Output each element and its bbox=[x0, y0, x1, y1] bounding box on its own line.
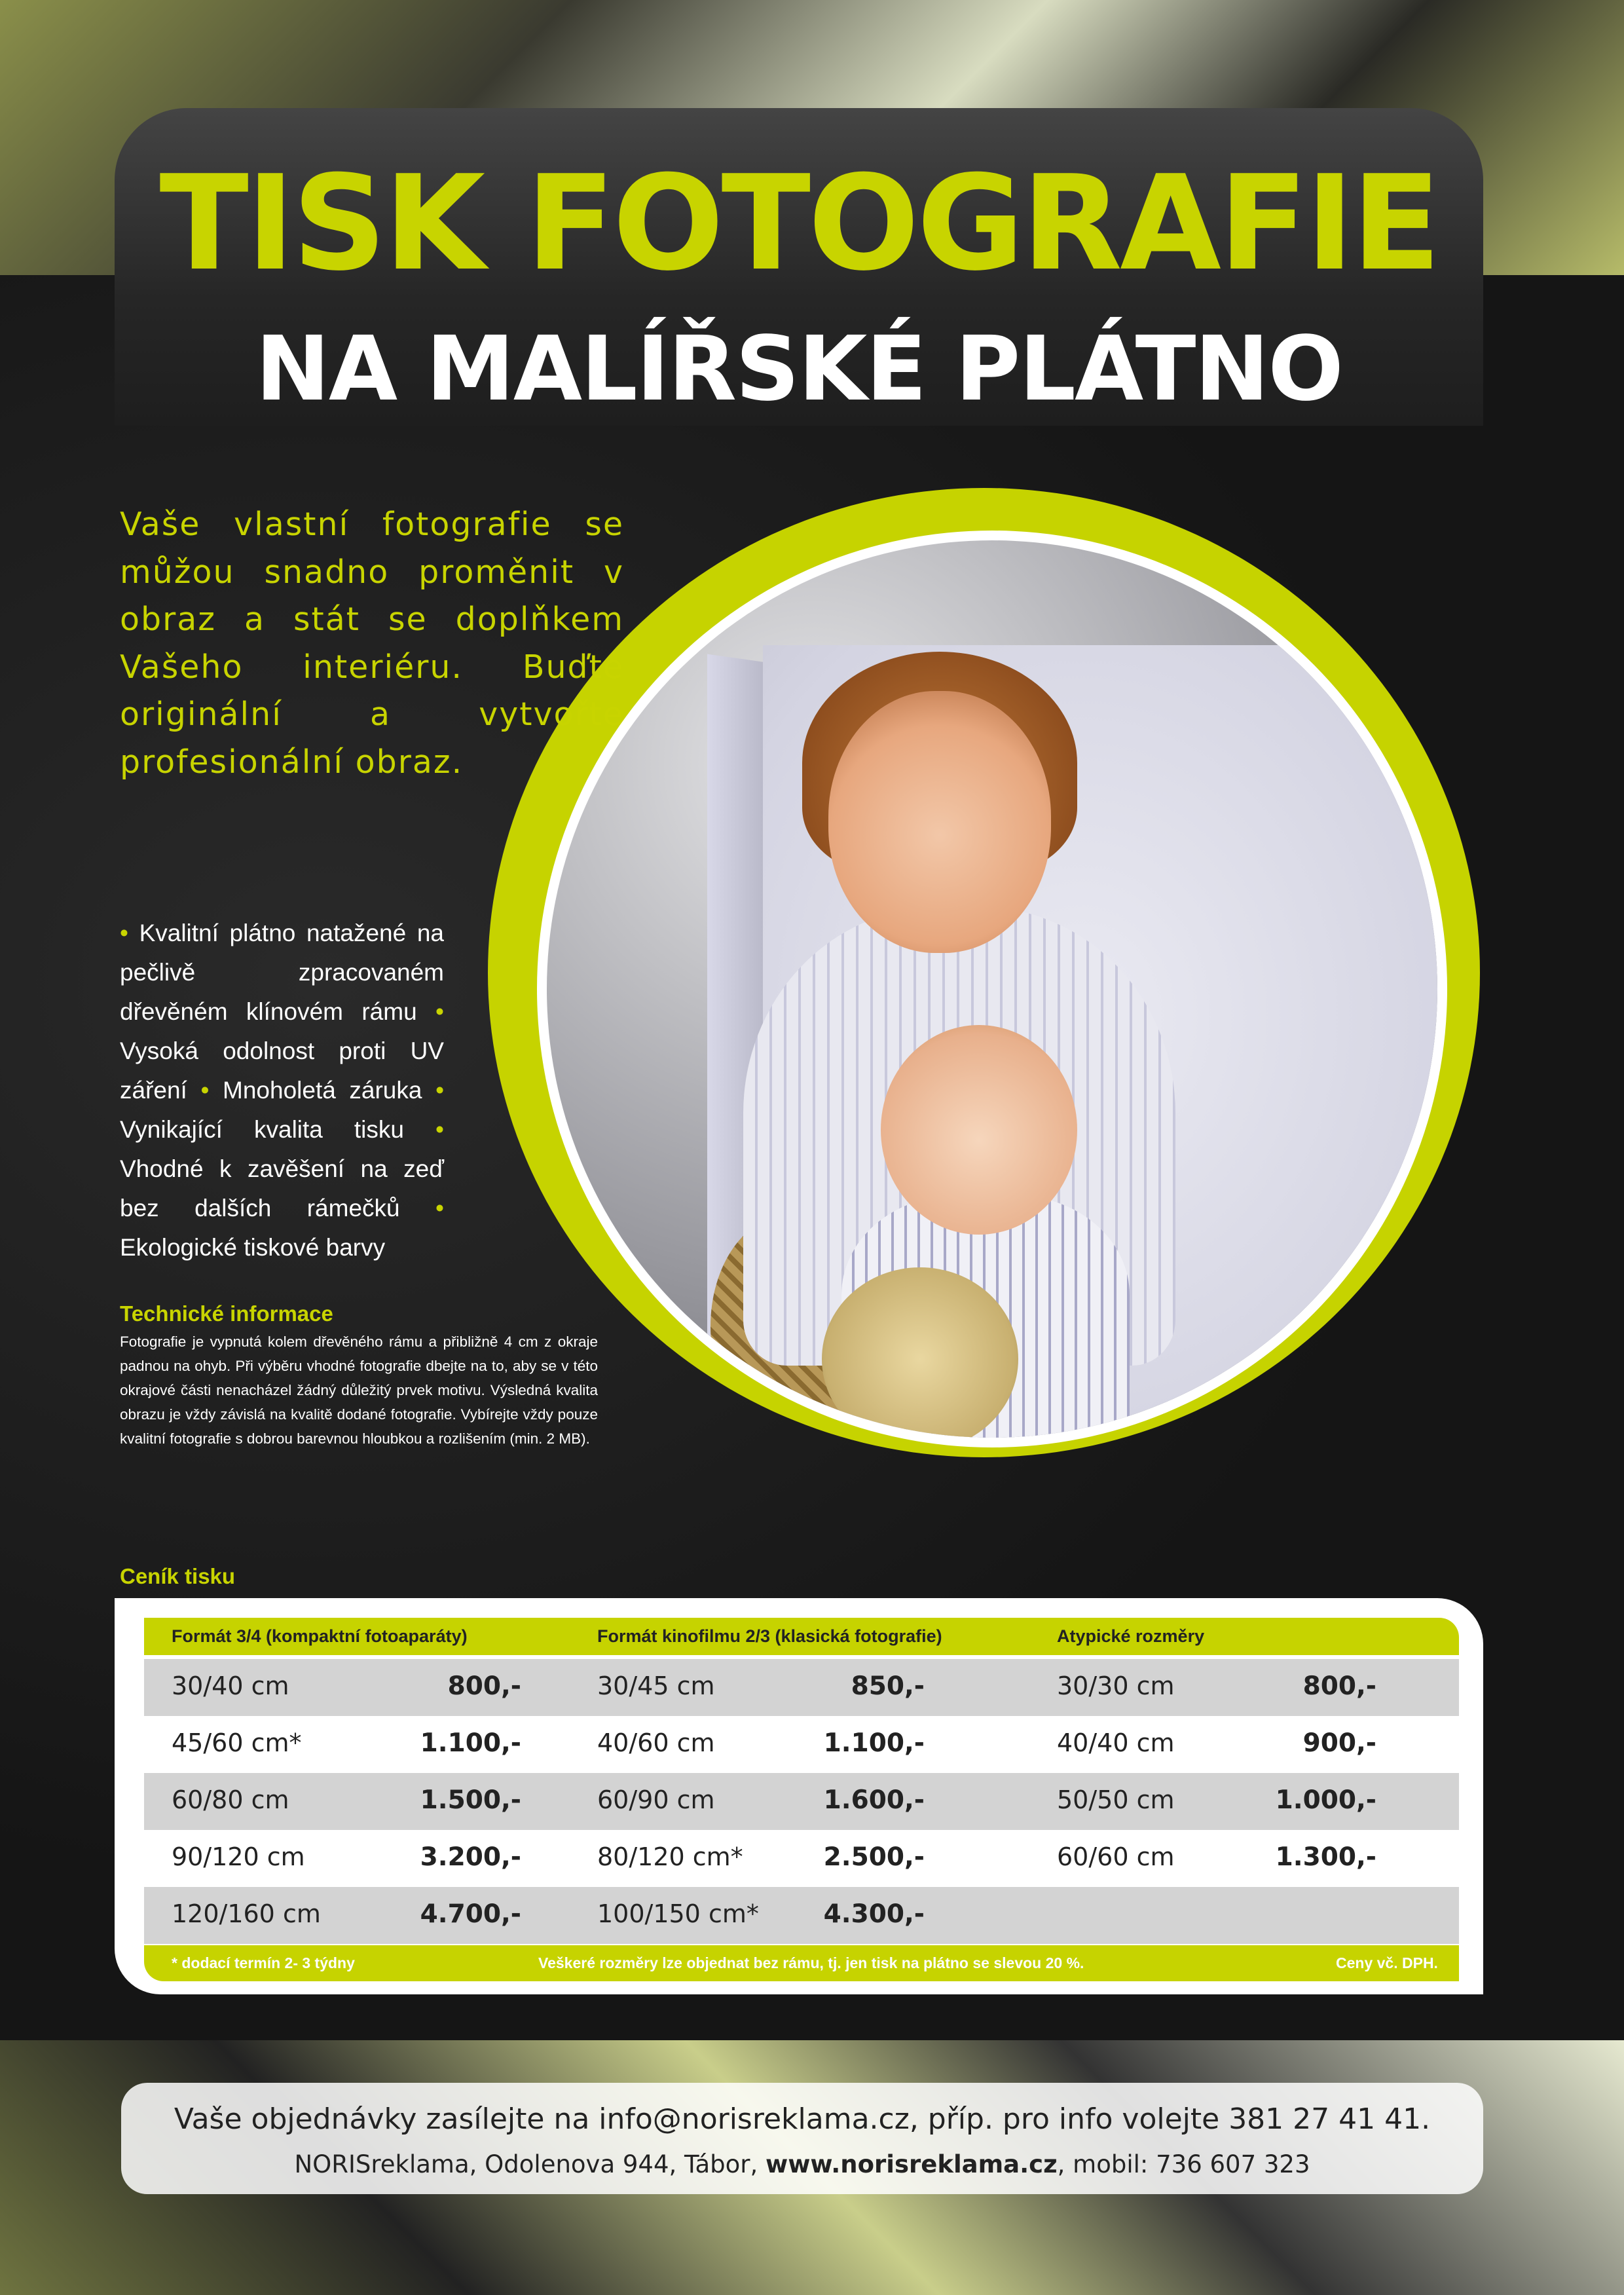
delivery-note: * dodací termín 2- 3 týdny bbox=[172, 1954, 355, 1971]
size-cell: 60/60 cm bbox=[1057, 1842, 1175, 1871]
bullet-icon: • bbox=[435, 998, 444, 1025]
column-header: Formát kinofilmu 2/3 (klasická fotografie) bbox=[597, 1626, 942, 1646]
price-cell: 4.700,- bbox=[420, 1899, 521, 1929]
price-cell: 1.100,- bbox=[823, 1728, 925, 1758]
intro-paragraph: Vaše vlastní fotografie se můžou snadno proměnit v obraz a stát se doplňkem Vašeho interiéru. Buďte originální a vytvořte profesionální obraz. bbox=[120, 506, 624, 781]
company-contact-line bbox=[121, 2150, 1483, 2178]
older-child-face bbox=[828, 691, 1051, 953]
order-contact-line: Vaše objednávky zasílejte na info@norisreklama.cz, příp. pro info volejte 381 27 41 41. bbox=[174, 2102, 1431, 2136]
price-cell: 2.500,- bbox=[823, 1842, 925, 1872]
feature-item: Mnoholetá záruka bbox=[223, 1077, 422, 1104]
price-cell: 4.300,- bbox=[823, 1899, 925, 1929]
size-cell: 40/40 cm bbox=[1057, 1728, 1175, 1757]
company-address: NORISreklama, Odolenova 944, Tábor, bbox=[294, 2150, 766, 2178]
bullet-icon: • bbox=[120, 920, 139, 946]
bullet-icon: • bbox=[200, 1077, 223, 1104]
baby-face bbox=[881, 1025, 1077, 1235]
price-cell: 900,- bbox=[1302, 1728, 1376, 1758]
size-cell: 30/45 cm bbox=[597, 1671, 715, 1700]
price-cell: 800,- bbox=[447, 1671, 521, 1701]
main-title: TISK FOTOGRAFIE bbox=[159, 147, 1439, 300]
size-cell: 50/50 cm bbox=[1057, 1785, 1175, 1814]
size-cell: 45/60 cm* bbox=[172, 1728, 302, 1757]
price-cell: 3.200,- bbox=[420, 1842, 521, 1872]
price-cell: 1.300,- bbox=[1275, 1842, 1376, 1872]
size-cell: 90/120 cm bbox=[172, 1842, 305, 1871]
technical-info-heading: Technické informace bbox=[120, 1301, 333, 1326]
size-cell: 60/80 cm bbox=[172, 1785, 289, 1814]
price-cell: 1.100,- bbox=[420, 1728, 521, 1758]
size-cell: 40/60 cm bbox=[597, 1728, 715, 1757]
price-cell: 1.000,- bbox=[1275, 1785, 1376, 1815]
feature-item: Vysoká odolnost proti UV záření bbox=[120, 1037, 444, 1104]
feature-item: Ekologické tiskové barvy bbox=[120, 1234, 386, 1261]
size-cell: 100/150 cm* bbox=[597, 1899, 759, 1928]
price-cell: 1.600,- bbox=[823, 1785, 925, 1815]
column-header: Formát 3/4 (kompaktní fotoaparáty) bbox=[172, 1626, 468, 1646]
bullet-icon: • bbox=[435, 1195, 444, 1222]
frameless-note: Veškeré rozměry lze objednat bez rámu, tj. jen tisk na plátno se slevou 20 %. bbox=[538, 1954, 1084, 1971]
price-cell: 850,- bbox=[851, 1671, 925, 1701]
size-cell: 30/30 cm bbox=[1057, 1671, 1175, 1700]
size-cell: 80/120 cm* bbox=[597, 1842, 743, 1871]
canvas-photo bbox=[547, 540, 1437, 1438]
size-cell: 120/160 cm bbox=[172, 1899, 321, 1928]
size-cell: 30/40 cm bbox=[172, 1671, 289, 1700]
size-cell: 60/90 cm bbox=[597, 1785, 715, 1814]
technical-info-text: Fotografie je vypnutá kolem dřevěného rámu a přibližně 4 cm z okraje padnou na ohyb. Při výběru vhodné fotografie dbejte na to, aby se v této okrajové části nenacházel žádný důležitý prvek motivu. Výsledná kvalita obrazu je vždy závislá na kvalitě dodané fotografie. Vybírejte vždy pouze kvalitní fotografie s dobrou barevnou hloubkou a rozlišením (min. 2 MB). bbox=[120, 1334, 598, 1447]
subtitle: NA MALÍŘSKÉ PLÁTNO bbox=[255, 318, 1342, 421]
column-header: Atypické rozměry bbox=[1057, 1626, 1205, 1646]
price-cell: 1.500,- bbox=[420, 1785, 521, 1815]
bullet-icon: • bbox=[435, 1077, 445, 1104]
feature-item: Kvalitní plátno natažené na pečlivě zpracovaném dřevěném klínovém rámu bbox=[120, 920, 444, 1025]
feature-item: Vhodné k zavěšení na zeď bez dalších rámečků bbox=[120, 1155, 444, 1222]
pricelist-heading: Ceník tisku bbox=[120, 1564, 236, 1588]
mobile-number: , mobil: 736 607 323 bbox=[1057, 2150, 1310, 2178]
feature-item: Vynikající kvalita tisku bbox=[120, 1116, 404, 1143]
bullet-icon: • bbox=[435, 1116, 444, 1143]
website-link[interactable]: www.norisreklama.cz bbox=[766, 2150, 1058, 2178]
price-cell: 800,- bbox=[1302, 1671, 1376, 1701]
vat-note: Ceny vč. DPH. bbox=[1336, 1954, 1438, 1971]
feature-list bbox=[120, 914, 444, 1267]
